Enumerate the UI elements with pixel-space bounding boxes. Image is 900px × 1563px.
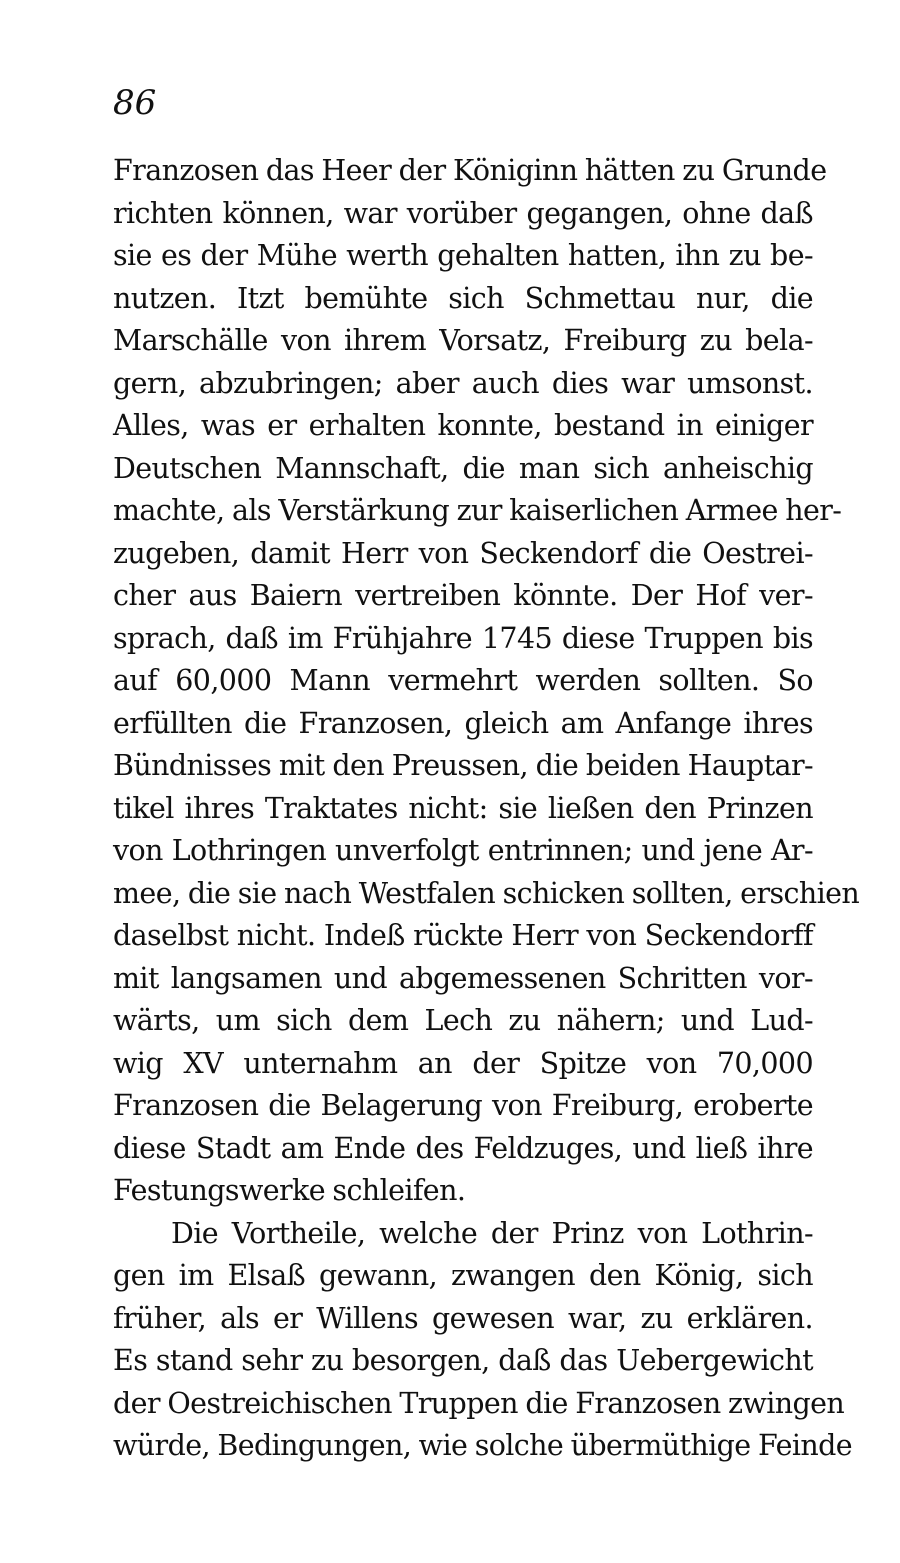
text-line: tikel ihres Traktates nicht: sie ließen den Prinzen [113, 791, 813, 825]
text-line: Festungswerke schleifen. [113, 1174, 466, 1207]
text-line: der Oestreichischen Truppen die Franzosen zwingen [113, 1386, 845, 1420]
text-line: Bündnisses mit den Preussen, die beiden Hauptar- [113, 749, 813, 782]
text-line: Deutschen Mannschaft, die man sich anheischig [113, 451, 813, 485]
text-line: wig XV unternahm an der Spitze von 70,000 [113, 1046, 813, 1080]
text-line: richten können, war vorüber gegangen, ohne daß [113, 196, 813, 230]
text-line: wärts, um sich dem Lech zu nähern; und Lud- [113, 1004, 813, 1037]
text-line: Die Vortheile, welche der Prinz von Lothrin- [171, 1216, 813, 1250]
text-line: früher, als er Willens gewesen war, zu erklären. [113, 1301, 813, 1335]
text-line: sprach, daß im Frühjahre 1745 diese Truppen bis [113, 621, 813, 655]
text-line: zugeben, damit Herr von Seckendorf die Oestrei- [113, 536, 813, 570]
text-line: Franzosen das Heer der Königinn hätten zu Grunde [113, 154, 827, 187]
body-text [113, 150, 860, 1468]
text-line: diese Stadt am Ende des Feldzuges, und ließ ihre [113, 1131, 813, 1165]
text-line: würde, Bedingungen, wie solche übermüthige Feinde [113, 1429, 853, 1462]
text-line: Franzosen die Belagerung von Freiburg, eroberte [113, 1089, 813, 1122]
text-line: Alles, was er erhalten konnte, bestand in einiger [113, 409, 813, 442]
page-number: 86 [113, 83, 157, 123]
text-line: gern, abzubringen; aber auch dies war umsonst. [113, 366, 813, 400]
text-line: nutzen. Itzt bemühte sich Schmettau nur, die [113, 281, 813, 315]
text-line: sie es der Mühe werth gehalten hatten, ihn zu be- [113, 239, 813, 272]
text-line: machte, als Verstärkung zur kaiserlichen Armee her- [113, 494, 842, 527]
text-line: erfüllten die Franzosen, gleich am Anfange ihres [113, 706, 813, 740]
text-line: gen im Elsaß gewann, zwangen den König, sich [113, 1259, 813, 1292]
text-line: von Lothringen unverfolgt entrinnen; und jene Ar- [113, 834, 813, 867]
text-line: daselbst nicht. Indeß rückte Herr von Seckendorff [113, 919, 813, 952]
text-line: mee, die sie nach Westfalen schicken sollten, erschien [113, 876, 860, 910]
text-line: cher aus Baiern vertreiben könnte. Der Hof ver- [113, 579, 813, 612]
text-line: Marschälle von ihrem Vorsatz, Freiburg zu bela- [113, 324, 813, 357]
text-line: auf 60,000 Mann vermehrt werden sollten. So [113, 664, 813, 697]
text-line: mit langsamen und abgemessenen Schritten vor- [113, 961, 813, 995]
text-line: Es stand sehr zu besorgen, daß das Uebergewicht [113, 1344, 813, 1377]
